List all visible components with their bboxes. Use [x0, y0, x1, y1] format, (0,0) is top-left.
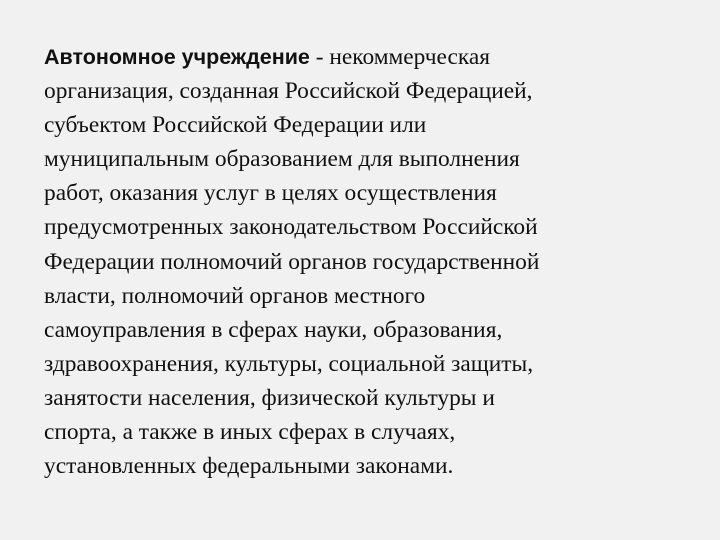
definition-line-10: здравоохранения, культуры, социальной защиты, [44, 350, 534, 377]
definition-line-2: организация, созданная Российской Федерацией, [44, 78, 533, 105]
definition-line-7: Федерации полномочий органов государственной [44, 248, 540, 275]
definition-line-6: предусмотренных законодательством Российской [44, 214, 538, 241]
definition-line-3: субъектом Российской Федерации или [44, 112, 427, 139]
definition-line-1 [44, 40, 690, 74]
defined-term: Автономное учреждение [44, 45, 310, 69]
definition-line-13: установленных федеральными законами. [44, 453, 454, 480]
definition-line-5: работ, оказания услуг в целях осуществления [44, 180, 497, 207]
definition-line-8: власти, полномочий органов местного [44, 282, 426, 309]
definition-text: - некоммерческая [309, 44, 491, 70]
definition-line-11: занятости населения, физической культуры и [44, 384, 495, 411]
definition-line-4: муниципальным образованием для выполнения [44, 146, 520, 173]
definition-line-12: спорта, а также в иных сферах в случаях, [44, 419, 456, 446]
definition-line-9: самоуправления в сферах науки, образования, [44, 316, 503, 343]
definition-paragraph [44, 40, 690, 483]
